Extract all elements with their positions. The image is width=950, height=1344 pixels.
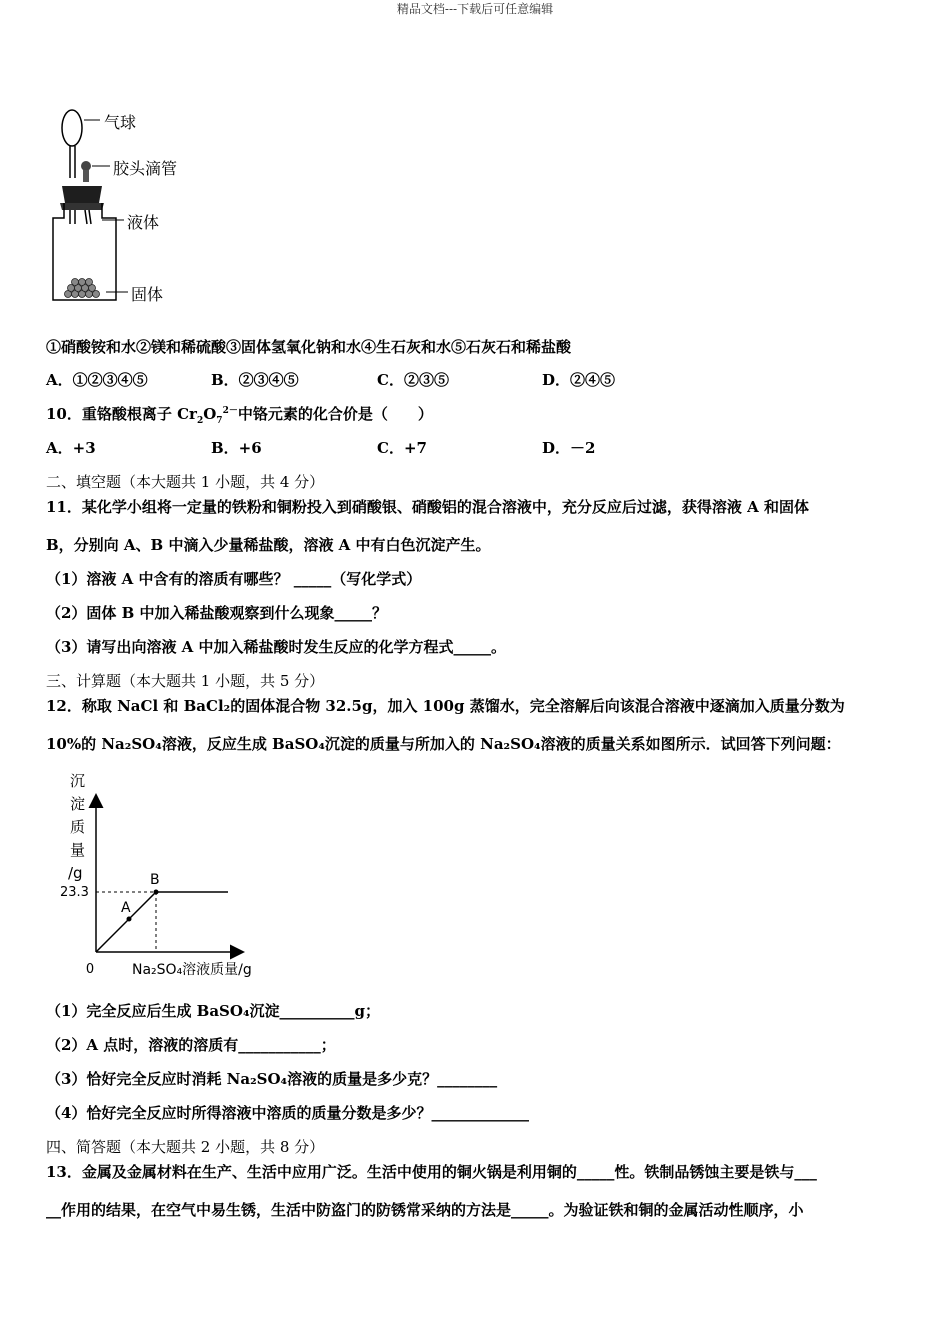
q12-line2: 10%的 Na₂SO₄溶液，反应生成 BaSO₄沉淀的质量与所加入的 Na₂SO₄溶液的质量关系如图所示．试回答下列问题： [46,735,841,753]
dropper-label: 胶头滴管 [113,159,178,178]
page-header: 精品文档---下载后可任意编辑 [396,2,554,16]
q9-option-b: B．②③④⑤ [211,371,299,389]
y-label-char: 量 [70,841,86,859]
q12-sub4: （4）恰好完全反应时所得溶液中溶质的质量分数是多少？_____________ [46,1104,529,1122]
point-a-label: A [121,900,131,917]
liquid-label: 液体 [127,213,160,232]
section4-title: 四、简答题（本大题共 2 小题，共 8 分） [46,1138,325,1156]
balloon-shape [62,110,82,146]
point-b-label: B [150,872,160,888]
q12-sub1: （1）完全反应后生成 BaSO₄沉淀__________g； [46,1002,381,1020]
q13-line2: __作用的结果，在空气中易生锈，生活中防盗门的防锈常采纳的方法是_____。为验证铁和铜的金属活动性顺序，小 [46,1201,804,1219]
origin-label: 0 [85,962,95,977]
q11-sub3: （3）请写出向溶液 A 中加入稀盐酸时发生反应的化学方程式_____。 [46,638,507,656]
q11-sub1: （1）溶液 A 中含有的溶质有哪些？ _____（写化学式） [46,570,422,588]
q9-option-a: A．①②③④⑤ [46,371,148,389]
y-label-char: 沉 [70,772,86,790]
q11-sub2: （2）固体 B 中加入稀盐酸观察到什么现象_____？ [46,604,388,622]
q9-option-c: C．②③⑤ [377,371,449,389]
point-b [154,890,159,895]
x-axis-label: Na₂SO₄溶液质量/g [132,962,252,978]
q10-option-a: A．+3 [46,439,96,457]
y-tick-label: 23.3 [60,885,89,900]
series-line [96,892,228,952]
y-label-char: 淀 [70,795,86,813]
solid-label: 固体 [131,285,164,304]
precipitate-chart [60,766,290,986]
point-a [127,917,132,922]
q12-sub3: （3）恰好完全反应时消耗 Na₂SO₄溶液的质量是多少克？________ [46,1070,498,1088]
q12-sub2: （2）A 点时，溶液的溶质有___________； [46,1036,336,1054]
y-axis-label [68,772,85,882]
q10-option-c: C．+7 [377,439,427,457]
q12-line1: 12．称取 NaCl 和 BaCl₂的固体混合物 32.5g，加入 100g 蒸馏水，完全溶解后向该混合溶液中逐滴加入质量分数为 [46,697,845,715]
q10-option-d: D．－2 [542,439,596,457]
y-label-char: /g [68,864,83,882]
section2-title: 二、填空题（本大题共 1 小题，共 4 分） [46,473,325,491]
q10-option-b: B．+6 [211,439,262,457]
y-label-char: 质 [70,818,86,836]
stopper-shape [62,186,102,203]
balloon-label: 气球 [104,113,137,132]
solid-beads [65,279,100,298]
section3-title: 三、计算题（本大题共 1 小题，共 5 分） [46,672,325,690]
q9-option-d: D．②④⑤ [542,371,616,389]
q10-stem: 10．重铬酸根离子 $Cr_2O_7^{2-}$中铬元素的化合价是（ ） [46,405,433,426]
q11-line1: 11．某化学小组将一定量的铁粉和铜粉投入到硝酸银、硝酸铝的混合溶液中，充分反应后过滤，获得溶液 A 和固体 [46,498,809,516]
q11-line2: B，分别向 A、B 中滴入少量稀盐酸，溶液 A 中有白色沉淀产生。 [46,536,491,554]
dropper-bulb [81,161,91,171]
q13-line1: 13．金属及金属材料在生产、生活中应用广泛。生活中使用的铜火锅是利用铜的_____性。铁制品锈蚀主要是铁与___ [46,1163,817,1181]
q9-choices: ①硝酸铵和水②镁和稀硫酸③固体氢氧化钠和水④生石灰和水⑤石灰石和稀盐酸 [46,338,572,356]
